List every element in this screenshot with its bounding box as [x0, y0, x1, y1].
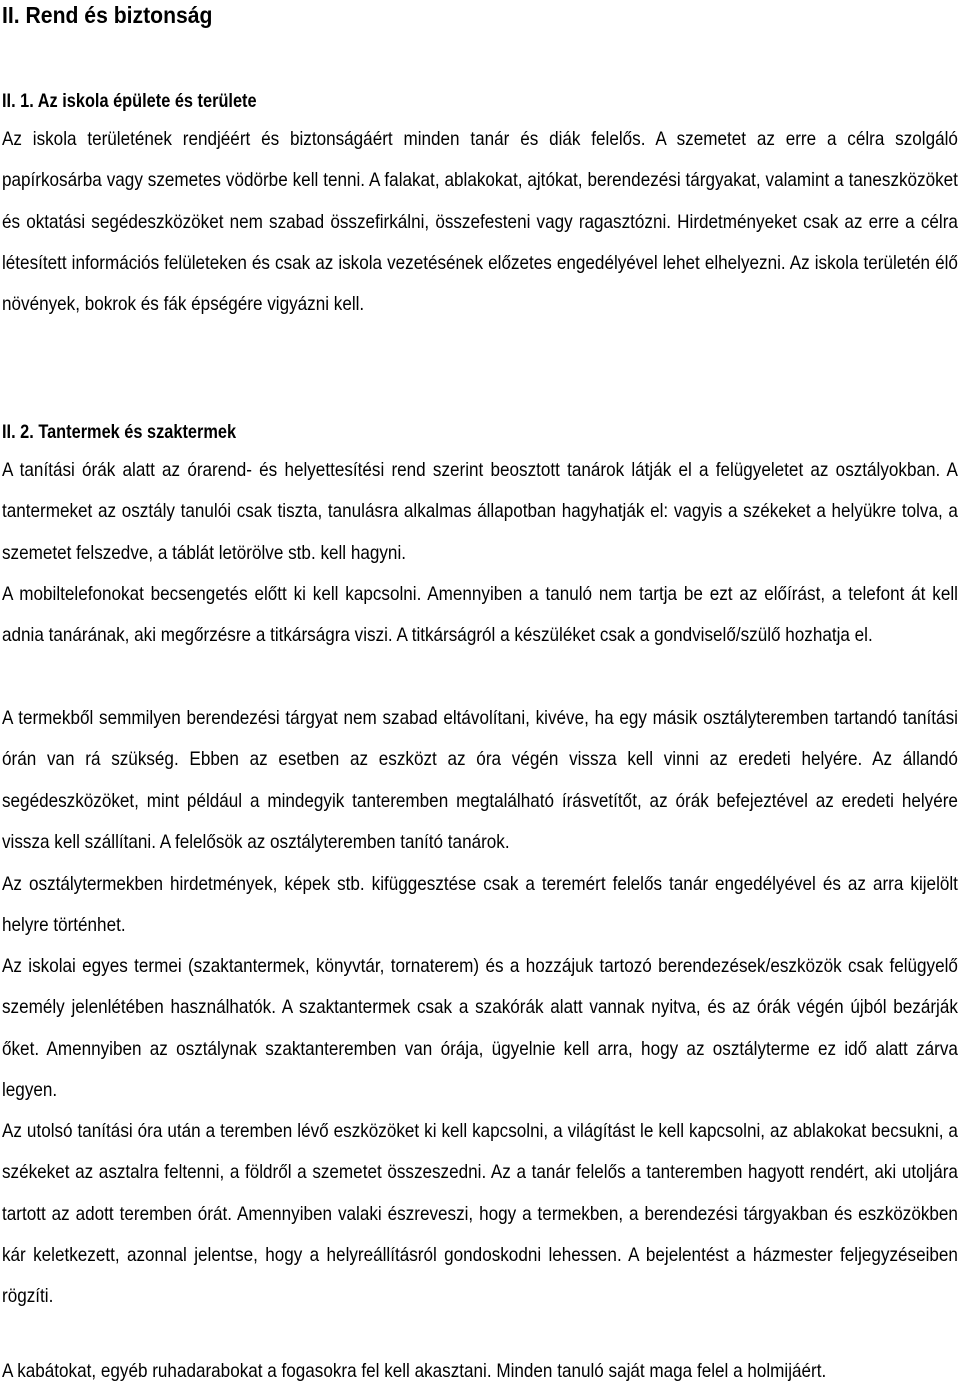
- paragraph-supervision: A tanítási órák alatt az órarend- és helyettesítési rend szerint beosztott tanárok látják el a felügyeletet az osztályokban. A tantermeket az osztály tanulói csak tiszta, tanulásra alkalmas állapotban hagyhatják el: vagyis a székeket a helyükre tolva, a szemetet felszedve, a táblát letörölve stb. kell hagyni.: [2, 459, 958, 564]
- paragraph-notices: Az osztálytermekben hirdetmények, képek stb. kifüggesztése csak a teremért felelős tanár engedélyével és az arra kijelölt helyre történhet.: [2, 873, 958, 937]
- paragraph-special-rooms: Az iskolai egyes termei (szaktantermek, könyvtár, tornaterem) és a hozzájuk tartozó berendezések/eszközök csak felügyelő személy jelenlétében használhatók. A szaktantermek csak a szakórák alatt vannak nyitva, és az órák végén újból bezárják őket. Amennyiben az osztálynak szaktanteremben van órája, ügyelnie kell arra, hogy az osztályterme ez idő alatt zárva legyen.: [2, 955, 958, 1101]
- paragraph-equipment: A termekből semmilyen berendezési tárgyat nem szabad eltávolítani, kivéve, ha egy másik osztályteremben tartandó tanítási órán van rá szükség. Ebben az esetben az eszközt az óra végén vissza kell vinni az eredeti helyére. Az állandó segédeszközöket, mint például a mindegyik tanteremben megtalálható írásvetítőt, az órák befejeztével az eredeti helyére vissza kell szállítani. A felelősök az osztályteremben tanító tanárok.: [2, 707, 958, 853]
- paragraph-coats: A kabátokat, egyéb ruhadarabokat a fogasokra fel kell akasztani. Minden tanuló saját maga felel a holmijáért.: [2, 1360, 827, 1382]
- paragraph-end-of-day: Az utolsó tanítási óra után a teremben lévő eszközöket ki kell kapcsolni, a világítást le kell kapcsolni, az ablakokat becsukni, a székeket az asztalra feltenni, a földről a szemetet összeszedni. Az a tanár felelős a tanteremben hagyott rendért, aki utoljára tartott az adott teremben órát. Amennyiben valaki észreveszi, hogy a termekben, a berendezési tárgyakban és eszközökben kár keletkezett, azonnal jelentse, hogy a helyreállításról gondoskodni lehessen. A bejelentést a házmester feljegyzéseiben rögzíti.: [2, 1120, 958, 1308]
- subsection-heading-classrooms: II. 2. Tantermek és szaktermek: [2, 422, 237, 443]
- subsection-heading-building: II. 1. Az iskola épülete és területe: [2, 91, 257, 112]
- paragraph-building-rules: Az iskola területének rendjéért és biztonságáért minden tanár és diák felelős. A szemetet az erre a célra szolgáló papírkosárba vagy szemetes vödörbe kell tenni. A falakat, ablakokat, ajtókat, berendezési tárgyakat, valamint a taneszközöket és oktatási segédeszközöket nem szabad összefirkálni, összefesteni vagy ragasztózni. Hirdetményeket csak az erre a célra létesített információs felületeken és csak az iskola vezetésének előzetes engedélyével lehet elhelyezni. Az iskola területén élő növények, bokrok és fák épségére vigyázni kell.: [2, 128, 958, 316]
- paragraph-mobile-phones: A mobiltelefonokat becsengetés előtt ki kell kapcsolni. Amennyiben a tanuló nem tartja be ezt az előírást, a telefont át kell adnia tanárának, aki megőrzésre a titkárságra viszi. A titkárságról a készüléket csak a gondviselő/szülő hozhatja el.: [2, 583, 958, 647]
- section-title: II. Rend és biztonság: [2, 2, 213, 28]
